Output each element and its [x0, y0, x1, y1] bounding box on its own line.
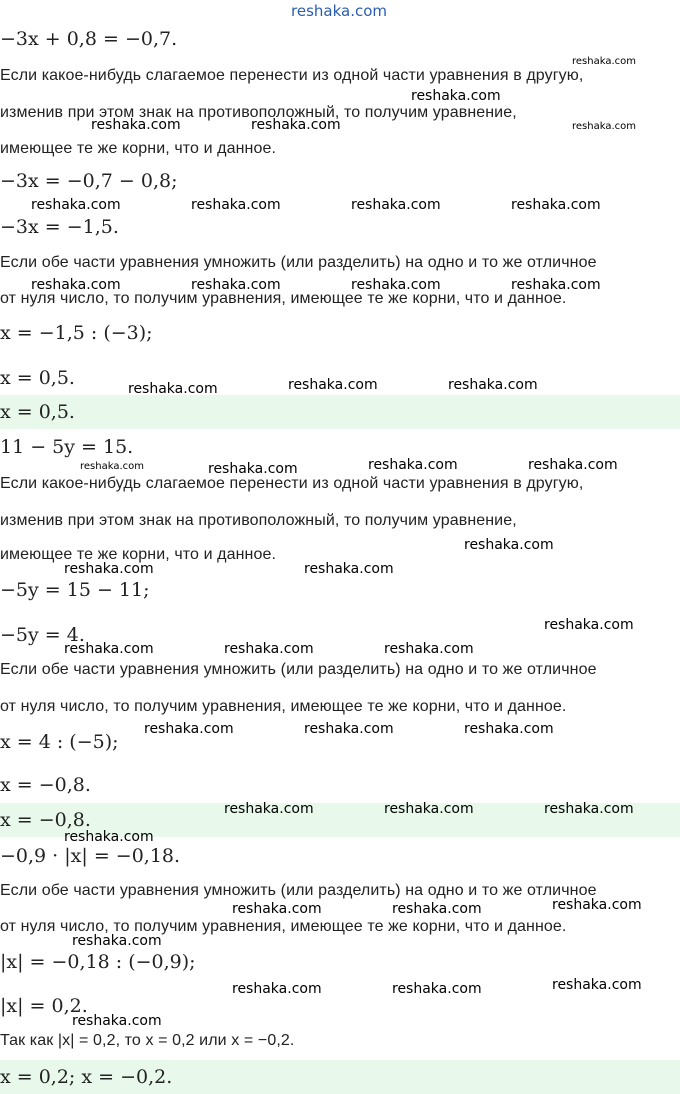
answer-highlight-1 — [0, 395, 680, 429]
equation-line: −5y = 15 − 11; — [0, 579, 150, 601]
watermark: reshaka.com — [384, 801, 474, 817]
watermark: reshaka.com — [31, 197, 121, 213]
watermark: reshaka.com — [572, 121, 636, 132]
watermark: reshaka.com — [448, 377, 538, 393]
watermark: reshaka.com — [208, 461, 298, 477]
rule-text: Если обе части уравнения умножить (или разделить) на одно и то же отличное — [0, 882, 597, 899]
watermark: reshaka.com — [552, 897, 642, 913]
equation-line: −5y = 4. — [0, 624, 85, 646]
rule-text: от нуля число, то получим уравнения, имеющее те же корни, что и данное. — [0, 698, 567, 715]
watermark: reshaka.com — [351, 197, 441, 213]
equation-line: x = 4 : (−5); — [0, 731, 119, 753]
watermark: reshaka.com — [191, 277, 281, 293]
watermark: reshaka.com — [224, 801, 314, 817]
watermark: reshaka.com — [572, 56, 636, 67]
equation-line: 11 − 5y = 15. — [0, 436, 134, 458]
equation-line: −3x = −0,7 − 0,8; — [0, 170, 178, 192]
answer-line: x = 0,2; x = −0,2. — [0, 1066, 173, 1088]
watermark: reshaka.com — [544, 801, 634, 817]
watermark: reshaka.com — [72, 933, 162, 949]
rule-text: имеющее те же корни, что и данное. — [0, 140, 277, 157]
rule-text: изменив при этом знак на противоположный, то получим уравнение, — [0, 512, 517, 529]
watermark: reshaka.com — [291, 2, 387, 20]
equation-line: |x| = −0,18 : (−0,9); — [0, 951, 196, 973]
watermark: reshaka.com — [31, 277, 121, 293]
watermark: reshaka.com — [528, 457, 618, 473]
equation-line: −0,9 · |x| = −0,18. — [0, 845, 181, 867]
watermark: reshaka.com — [411, 88, 501, 104]
watermark: reshaka.com — [64, 829, 154, 845]
rule-text: Если какое-нибудь слагаемое перенести из одной части уравнения в другую, — [0, 475, 584, 492]
watermark: reshaka.com — [511, 277, 601, 293]
watermark: reshaka.com — [64, 641, 154, 657]
equation-line: −3x + 0,8 = −0,7. — [0, 28, 178, 50]
rule-text: имеющее те же корни, что и данное. — [0, 546, 277, 563]
watermark: reshaka.com — [232, 901, 322, 917]
watermark: reshaka.com — [72, 1013, 162, 1029]
watermark: reshaka.com — [144, 721, 234, 737]
watermark: reshaka.com — [80, 461, 144, 472]
watermark: reshaka.com — [304, 721, 394, 737]
answer-line: x = 0,5. — [0, 401, 75, 423]
watermark: reshaka.com — [464, 537, 554, 553]
rule-text: Так как |x| = 0,2, то x = 0,2 или x = −0,2. — [0, 1032, 295, 1049]
watermark: reshaka.com — [288, 377, 378, 393]
watermark: reshaka.com — [224, 641, 314, 657]
watermark: reshaka.com — [368, 457, 458, 473]
watermark: reshaka.com — [91, 117, 181, 133]
rule-text: от нуля число, то получим уравнения, имеющее те же корни, что и данное. — [0, 290, 567, 307]
equation-line: x = 0,5. — [0, 367, 75, 389]
rule-text: от нуля число, то получим уравнения, имеющее те же корни, что и данное. — [0, 918, 567, 935]
watermark: reshaka.com — [128, 381, 218, 397]
rule-text: изменив при этом знак на противоположный, то получим уравнение, — [0, 104, 517, 121]
answer-line: x = −0,8. — [0, 809, 91, 831]
watermark: reshaka.com — [191, 197, 281, 213]
rule-text: Если обе части уравнения умножить (или разделить) на одно и то же отличное — [0, 254, 597, 271]
rule-text: Если какое-нибудь слагаемое перенести из одной части уравнения в другую, — [0, 67, 584, 84]
equation-line: x = −0,8. — [0, 774, 91, 796]
watermark: reshaka.com — [251, 117, 341, 133]
watermark: reshaka.com — [544, 617, 634, 633]
equation-line: |x| = 0,2. — [0, 995, 88, 1017]
watermark: reshaka.com — [392, 981, 482, 997]
watermark: reshaka.com — [392, 901, 482, 917]
watermark: reshaka.com — [64, 561, 154, 577]
watermark: reshaka.com — [464, 721, 554, 737]
watermark: reshaka.com — [552, 977, 642, 993]
rule-text: Если обе части уравнения умножить (или разделить) на одно и то же отличное — [0, 661, 597, 678]
watermark: reshaka.com — [232, 981, 322, 997]
watermark: reshaka.com — [511, 197, 601, 213]
equation-line: −3x = −1,5. — [0, 216, 119, 238]
equation-line: x = −1,5 : (−3); — [0, 322, 153, 344]
watermark: reshaka.com — [384, 641, 474, 657]
watermark: reshaka.com — [304, 561, 394, 577]
watermark: reshaka.com — [351, 277, 441, 293]
